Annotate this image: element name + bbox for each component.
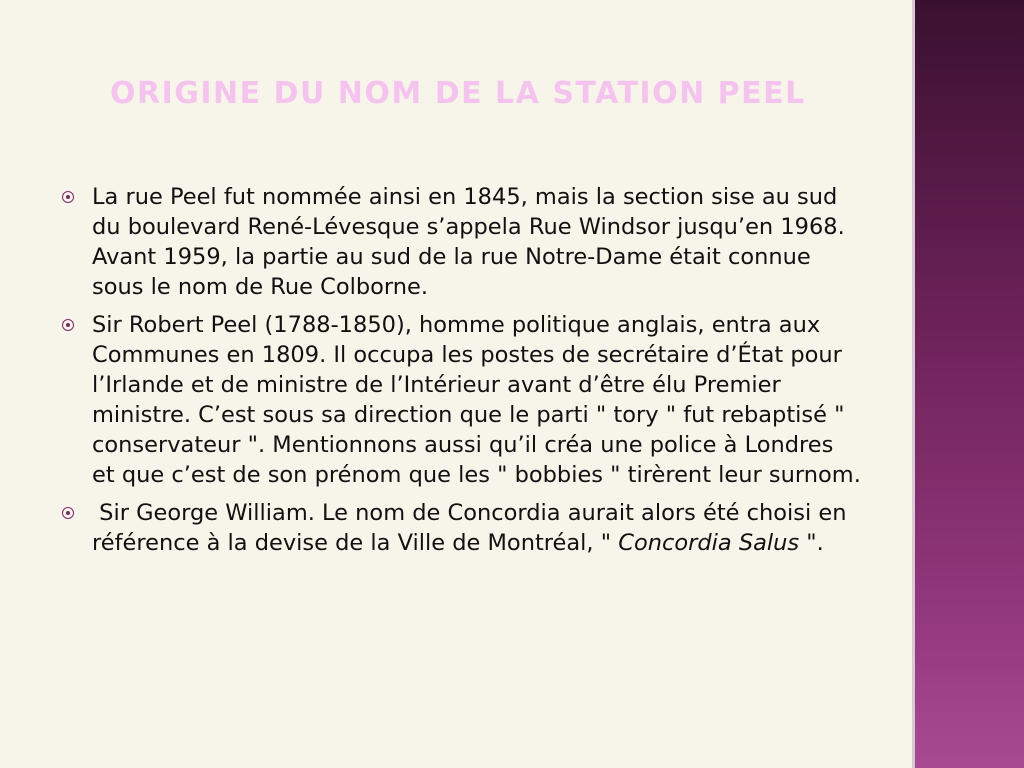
bullet-item	[62, 182, 862, 302]
bullet-list	[62, 182, 862, 566]
bullet-item	[62, 310, 862, 490]
circled-dot-icon	[62, 507, 74, 519]
circled-dot-icon	[62, 191, 74, 203]
bullet-text: Sir Robert Peel (1788-1850), homme politique anglais, entra aux Communes en 1809. Il occupa les postes de secrétaire d’État pour l’Irlande et de ministre de l’Intérieur avant d’être élu Premier ministre. C’est sous sa direction que le parti " tory " fut rebaptisé " conservateur ". Mentionnons aussi qu’il créa une police à Londres et que c’est de son prénom que les " bobbies " tirèrent leur surnom.	[92, 312, 861, 488]
decorative-side-band	[912, 0, 1024, 768]
bullet-text-after: ".	[799, 530, 824, 556]
bullet-item	[62, 498, 862, 558]
motto-italic: Concordia Salus	[618, 530, 800, 556]
bullet-text: La rue Peel fut nommée ainsi en 1845, mais la section sise au sud du boulevard René-Lévesque s’appela Rue Windsor jusqu’en 1968. Avant 1959, la partie au sud de la rue Notre-Dame était connue sous le nom de Rue Colborne.	[92, 184, 845, 300]
slide-title: ORIGINE DU NOM DE LA STATION PEEL	[110, 76, 806, 111]
circled-dot-icon	[62, 319, 74, 331]
bullet-text-before: Sir George William. Le nom de Concordia aurait alors été choisi en référence à la devise de la Ville de Montréal, "	[92, 500, 854, 556]
